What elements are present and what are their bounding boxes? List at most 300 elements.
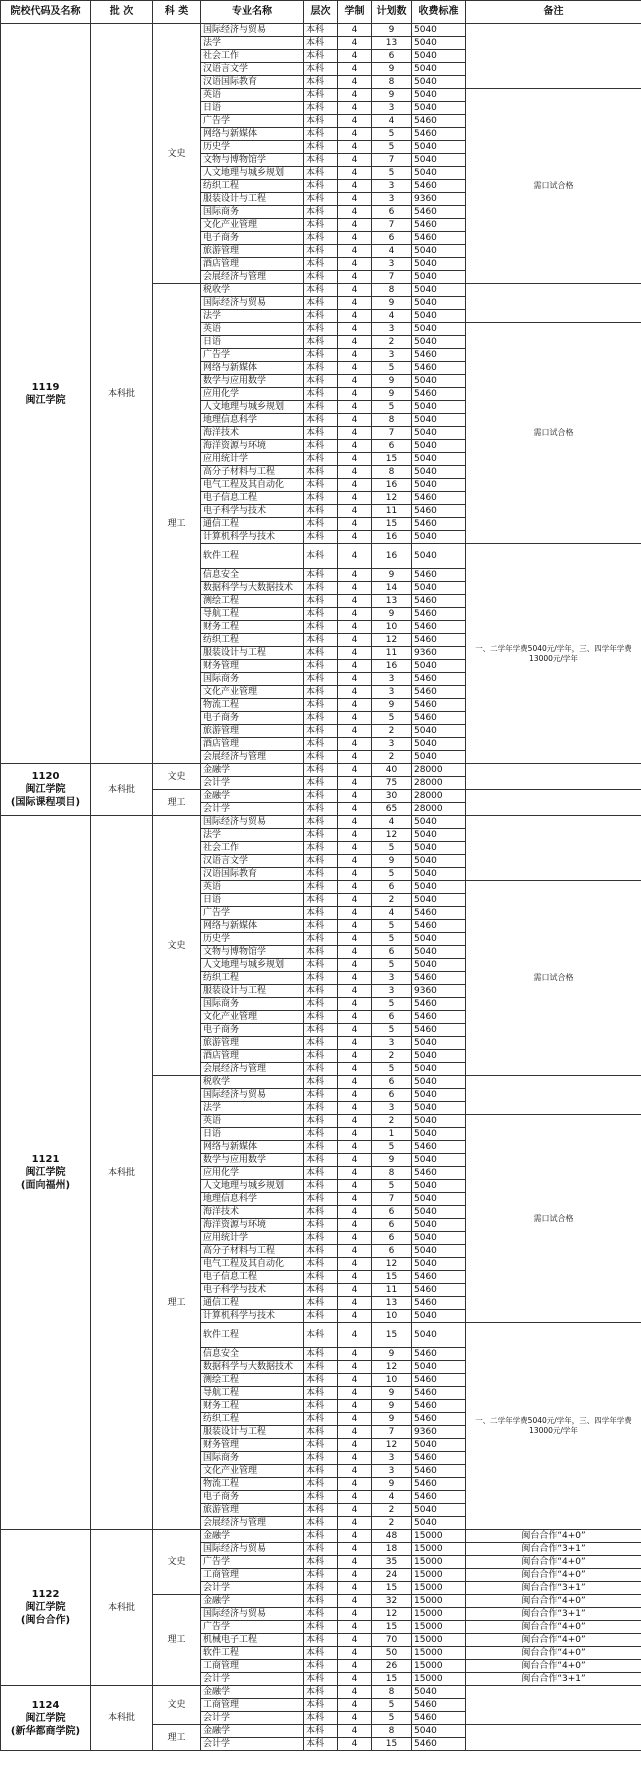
- level-cell: 本科: [304, 582, 338, 595]
- plan-cell: 8: [372, 76, 412, 89]
- major-cell: 人文地理与城乡规划: [201, 1180, 304, 1193]
- level-cell: 本科: [304, 660, 338, 673]
- major-cell: 国际经济与贸易: [201, 24, 304, 37]
- fee-cell: 5460: [412, 1452, 466, 1465]
- fee-cell: 5040: [412, 725, 466, 738]
- plan-cell: 9: [372, 1348, 412, 1361]
- major-cell: 法学: [201, 310, 304, 323]
- fee-cell: 5040: [412, 1076, 466, 1089]
- school-name: 闽江学院: [25, 1602, 66, 1613]
- table-row: [1, 816, 641, 829]
- major-cell: 地理信息科学: [201, 414, 304, 427]
- plan-cell: 3: [372, 673, 412, 686]
- plan-cell: 6: [372, 881, 412, 894]
- fee-cell: 5040: [412, 453, 466, 466]
- years-cell: 4: [338, 453, 372, 466]
- years-cell: 4: [338, 1232, 372, 1245]
- plan-cell: 5: [372, 1063, 412, 1076]
- fee-cell: 5040: [412, 336, 466, 349]
- years-cell: 4: [338, 1660, 372, 1673]
- level-cell: 本科: [304, 492, 338, 505]
- header-row: [1, 1, 641, 24]
- fee-cell: 5040: [412, 1504, 466, 1517]
- fee-cell: 15000: [412, 1556, 466, 1569]
- plan-cell: 5: [372, 1699, 412, 1712]
- years-cell: 4: [338, 1063, 372, 1076]
- years-cell: 4: [338, 518, 372, 531]
- plan-cell: 11: [372, 1284, 412, 1297]
- fee-cell: 5040: [412, 375, 466, 388]
- major-cell: 文化产业管理: [201, 686, 304, 699]
- fee-cell: 5040: [412, 1193, 466, 1206]
- table-row: [1, 1530, 641, 1543]
- fee-cell: 5040: [412, 946, 466, 959]
- plan-cell: 3: [372, 1452, 412, 1465]
- major-cell: 国际商务: [201, 206, 304, 219]
- years-cell: 4: [338, 1387, 372, 1400]
- major-cell: 信息安全: [201, 569, 304, 582]
- plan-cell: 6: [372, 946, 412, 959]
- batch-cell: 本科批: [91, 764, 153, 816]
- plan-cell: 65: [372, 803, 412, 816]
- note-cell: [466, 1076, 641, 1115]
- level-cell: 本科: [304, 362, 338, 375]
- major-cell: 纺织工程: [201, 634, 304, 647]
- fee-cell: 5040: [412, 816, 466, 829]
- years-cell: 4: [338, 686, 372, 699]
- years-cell: 4: [338, 76, 372, 89]
- plan-cell: 2: [372, 751, 412, 764]
- years-cell: 4: [338, 115, 372, 128]
- years-cell: 4: [338, 479, 372, 492]
- fee-cell: 5460: [412, 1413, 466, 1426]
- level-cell: 本科: [304, 167, 338, 180]
- note-cell: 闽台合作“3+1”: [466, 1543, 641, 1556]
- plan-cell: 50: [372, 1647, 412, 1660]
- level-cell: 本科: [304, 1102, 338, 1115]
- years-cell: 4: [338, 1634, 372, 1647]
- plan-cell: 13: [372, 1297, 412, 1310]
- major-cell: 会计学: [201, 1738, 304, 1751]
- plan-cell: 5: [372, 959, 412, 972]
- plan-cell: 2: [372, 894, 412, 907]
- plan-cell: 9: [372, 569, 412, 582]
- major-cell: 日语: [201, 336, 304, 349]
- level-cell: 本科: [304, 608, 338, 621]
- plan-cell: 18: [372, 1543, 412, 1556]
- major-cell: 物流工程: [201, 1478, 304, 1491]
- fee-cell: 5460: [412, 492, 466, 505]
- school-sub: (面向福州): [20, 1180, 71, 1191]
- major-cell: 服装设计与工程: [201, 647, 304, 660]
- years-cell: 4: [338, 1530, 372, 1543]
- school-code: 1119: [31, 381, 60, 393]
- level-cell: 本科: [304, 972, 338, 985]
- major-cell: 英语: [201, 881, 304, 894]
- note-cell: 闽台合作“4+0”: [466, 1621, 641, 1634]
- level-cell: 本科: [304, 1491, 338, 1504]
- level-cell: 本科: [304, 998, 338, 1011]
- level-cell: 本科: [304, 1141, 338, 1154]
- years-cell: 4: [338, 1193, 372, 1206]
- plan-cell: 5: [372, 998, 412, 1011]
- level-cell: 本科: [304, 349, 338, 362]
- major-cell: 旅游管理: [201, 725, 304, 738]
- level-cell: 本科: [304, 375, 338, 388]
- plan-cell: 5: [372, 842, 412, 855]
- level-cell: 本科: [304, 738, 338, 751]
- level-cell: 本科: [304, 816, 338, 829]
- header-note: 备注: [466, 1, 641, 24]
- level-cell: 本科: [304, 933, 338, 946]
- years-cell: 4: [338, 1465, 372, 1478]
- fee-cell: 5040: [412, 271, 466, 284]
- years-cell: 4: [338, 751, 372, 764]
- level-cell: 本科: [304, 1582, 338, 1595]
- major-cell: 金融学: [201, 790, 304, 803]
- years-cell: 4: [338, 738, 372, 751]
- major-cell: 数据科学与大数据技术: [201, 582, 304, 595]
- plan-cell: 11: [372, 505, 412, 518]
- fee-cell: 5040: [412, 310, 466, 323]
- major-cell: 酒店管理: [201, 1050, 304, 1063]
- years-cell: 4: [338, 297, 372, 310]
- fee-cell: 5040: [412, 1050, 466, 1063]
- major-cell: 国际商务: [201, 998, 304, 1011]
- major-cell: 计算机科学与技术: [201, 531, 304, 544]
- years-cell: 4: [338, 50, 372, 63]
- level-cell: 本科: [304, 453, 338, 466]
- major-cell: 网络与新媒体: [201, 128, 304, 141]
- plan-cell: 5: [372, 1180, 412, 1193]
- table-row: [1, 764, 641, 777]
- level-cell: 本科: [304, 115, 338, 128]
- fee-cell: 5460: [412, 920, 466, 933]
- school-name: 闽江学院: [25, 394, 66, 406]
- fee-cell: 5040: [412, 544, 466, 569]
- years-cell: 4: [338, 427, 372, 440]
- fee-cell: 15000: [412, 1660, 466, 1673]
- level-cell: 本科: [304, 686, 338, 699]
- major-cell: 会展经济与管理: [201, 751, 304, 764]
- level-cell: 本科: [304, 141, 338, 154]
- major-cell: 金融学: [201, 764, 304, 777]
- fee-cell: 5040: [412, 894, 466, 907]
- fee-cell: 5040: [412, 76, 466, 89]
- fee-cell: 5040: [412, 1232, 466, 1245]
- fee-cell: 5460: [412, 1024, 466, 1037]
- major-cell: 日语: [201, 894, 304, 907]
- fee-cell: 5460: [412, 505, 466, 518]
- fee-cell: 5460: [412, 219, 466, 232]
- school-sub: (新华都商学院): [10, 1725, 81, 1737]
- fee-cell: 9360: [412, 647, 466, 660]
- major-cell: 国际经济与贸易: [201, 297, 304, 310]
- plan-cell: 3: [372, 1037, 412, 1050]
- fee-cell: 5040: [412, 258, 466, 271]
- plan-cell: 30: [372, 790, 412, 803]
- fee-cell: 5460: [412, 998, 466, 1011]
- plan-cell: 8: [372, 1167, 412, 1180]
- fee-cell: 5040: [412, 855, 466, 868]
- years-cell: 4: [338, 660, 372, 673]
- fee-cell: 5460: [412, 1011, 466, 1024]
- plan-cell: 12: [372, 1361, 412, 1374]
- plan-cell: 4: [372, 1491, 412, 1504]
- plan-cell: 6: [372, 440, 412, 453]
- level-cell: 本科: [304, 829, 338, 842]
- note-cell: 闽台合作“4+0”: [466, 1569, 641, 1582]
- plan-cell: 15: [372, 1323, 412, 1348]
- plan-cell: 3: [372, 323, 412, 336]
- major-cell: 汉语国际教育: [201, 76, 304, 89]
- fee-cell: 5040: [412, 102, 466, 115]
- fee-cell: 9360: [412, 1426, 466, 1439]
- plan-cell: 5: [372, 712, 412, 725]
- fee-cell: 5460: [412, 1271, 466, 1284]
- years-cell: 4: [338, 1037, 372, 1050]
- years-cell: 4: [338, 141, 372, 154]
- years-cell: 4: [338, 1323, 372, 1348]
- years-cell: 4: [338, 414, 372, 427]
- fee-cell: 5040: [412, 323, 466, 336]
- category-cell: 文史: [153, 24, 201, 284]
- fee-cell: 9360: [412, 193, 466, 206]
- fee-cell: 5040: [412, 842, 466, 855]
- note-cell: 一、二学年学费5040元/学年，三、四学年学费13000元/学年: [466, 1323, 641, 1530]
- table-body: [1, 24, 641, 1751]
- level-cell: 本科: [304, 1478, 338, 1491]
- plan-cell: 9: [372, 297, 412, 310]
- level-cell: 本科: [304, 1452, 338, 1465]
- level-cell: 本科: [304, 128, 338, 141]
- fee-cell: 5040: [412, 1725, 466, 1738]
- plan-cell: 5: [372, 868, 412, 881]
- fee-cell: 5460: [412, 712, 466, 725]
- years-cell: 4: [338, 829, 372, 842]
- school-cell: [1, 1530, 91, 1686]
- years-cell: 4: [338, 1219, 372, 1232]
- major-cell: 应用统计学: [201, 453, 304, 466]
- fee-cell: 15000: [412, 1647, 466, 1660]
- level-cell: 本科: [304, 401, 338, 414]
- fee-cell: 5040: [412, 1310, 466, 1323]
- level-cell: 本科: [304, 803, 338, 816]
- years-cell: 4: [338, 894, 372, 907]
- years-cell: 4: [338, 1258, 372, 1271]
- years-cell: 4: [338, 868, 372, 881]
- plan-cell: 8: [372, 1725, 412, 1738]
- level-cell: 本科: [304, 777, 338, 790]
- years-cell: 4: [338, 167, 372, 180]
- plan-cell: 3: [372, 972, 412, 985]
- level-cell: 本科: [304, 1686, 338, 1699]
- plan-cell: 12: [372, 1608, 412, 1621]
- level-cell: 本科: [304, 881, 338, 894]
- level-cell: 本科: [304, 1361, 338, 1374]
- years-cell: 4: [338, 1595, 372, 1608]
- level-cell: 本科: [304, 1063, 338, 1076]
- major-cell: 财务管理: [201, 660, 304, 673]
- category-cell: 理工: [153, 1595, 201, 1686]
- major-cell: 地理信息科学: [201, 1193, 304, 1206]
- level-cell: 本科: [304, 1076, 338, 1089]
- years-cell: 4: [338, 1504, 372, 1517]
- years-cell: 4: [338, 401, 372, 414]
- level-cell: 本科: [304, 946, 338, 959]
- major-cell: 文化产业管理: [201, 219, 304, 232]
- years-cell: 4: [338, 440, 372, 453]
- years-cell: 4: [338, 206, 372, 219]
- major-cell: 人文地理与城乡规划: [201, 167, 304, 180]
- years-cell: 4: [338, 544, 372, 569]
- level-cell: 本科: [304, 258, 338, 271]
- plan-cell: 10: [372, 1310, 412, 1323]
- level-cell: 本科: [304, 310, 338, 323]
- fee-cell: 15000: [412, 1569, 466, 1582]
- plan-cell: 9: [372, 89, 412, 102]
- fee-cell: 5040: [412, 1206, 466, 1219]
- fee-cell: 5040: [412, 401, 466, 414]
- level-cell: 本科: [304, 634, 338, 647]
- batch-cell: 本科批: [91, 1686, 153, 1751]
- major-cell: 电子信息工程: [201, 1271, 304, 1284]
- level-cell: 本科: [304, 284, 338, 297]
- fee-cell: 28000: [412, 803, 466, 816]
- level-cell: 本科: [304, 1465, 338, 1478]
- fee-cell: 5460: [412, 1167, 466, 1180]
- years-cell: 4: [338, 388, 372, 401]
- major-cell: 历史学: [201, 933, 304, 946]
- major-cell: 广告学: [201, 349, 304, 362]
- plan-cell: 12: [372, 1439, 412, 1452]
- fee-cell: 5460: [412, 673, 466, 686]
- fee-cell: 5040: [412, 1037, 466, 1050]
- fee-cell: 5040: [412, 1517, 466, 1530]
- major-cell: 文物与博物馆学: [201, 946, 304, 959]
- years-cell: 4: [338, 1478, 372, 1491]
- plan-cell: 13: [372, 37, 412, 50]
- level-cell: 本科: [304, 1115, 338, 1128]
- fee-cell: 5460: [412, 1387, 466, 1400]
- fee-cell: 5040: [412, 50, 466, 63]
- plan-cell: 9: [372, 699, 412, 712]
- fee-cell: 5040: [412, 582, 466, 595]
- level-cell: 本科: [304, 232, 338, 245]
- fee-cell: 5460: [412, 621, 466, 634]
- years-cell: 4: [338, 1569, 372, 1582]
- years-cell: 4: [338, 959, 372, 972]
- level-cell: 本科: [304, 712, 338, 725]
- fee-cell: 5040: [412, 297, 466, 310]
- fee-cell: 15000: [412, 1634, 466, 1647]
- fee-cell: 5460: [412, 595, 466, 608]
- plan-cell: 40: [372, 764, 412, 777]
- years-cell: 4: [338, 998, 372, 1011]
- major-cell: 电气工程及其自动化: [201, 1258, 304, 1271]
- fee-cell: 5460: [412, 608, 466, 621]
- level-cell: 本科: [304, 1154, 338, 1167]
- major-cell: 信息安全: [201, 1348, 304, 1361]
- fee-cell: 5040: [412, 37, 466, 50]
- major-cell: 汉语言文学: [201, 63, 304, 76]
- plan-cell: 75: [372, 777, 412, 790]
- plan-cell: 3: [372, 1465, 412, 1478]
- note-cell: 需口试合格: [466, 1115, 641, 1323]
- years-cell: 4: [338, 1699, 372, 1712]
- level-cell: 本科: [304, 699, 338, 712]
- header-level: 层次: [304, 1, 338, 24]
- plan-cell: 6: [372, 1089, 412, 1102]
- major-cell: 酒店管理: [201, 738, 304, 751]
- major-cell: 电子信息工程: [201, 492, 304, 505]
- years-cell: 4: [338, 336, 372, 349]
- fee-cell: 5040: [412, 479, 466, 492]
- fee-cell: 5460: [412, 1699, 466, 1712]
- level-cell: 本科: [304, 764, 338, 777]
- school-name: 闽江学院: [25, 1167, 66, 1178]
- major-cell: 计算机科学与技术: [201, 1310, 304, 1323]
- plan-cell: 15: [372, 1738, 412, 1751]
- school-code: 1121: [31, 1154, 60, 1165]
- years-cell: 4: [338, 1348, 372, 1361]
- years-cell: 4: [338, 1180, 372, 1193]
- plan-cell: 9: [372, 388, 412, 401]
- level-cell: 本科: [304, 985, 338, 998]
- years-cell: 4: [338, 634, 372, 647]
- major-cell: 汉语国际教育: [201, 868, 304, 881]
- level-cell: 本科: [304, 1167, 338, 1180]
- fee-cell: 5040: [412, 466, 466, 479]
- plan-cell: 48: [372, 1530, 412, 1543]
- fee-cell: 5460: [412, 1284, 466, 1297]
- plan-cell: 9: [372, 24, 412, 37]
- level-cell: 本科: [304, 24, 338, 37]
- level-cell: 本科: [304, 1232, 338, 1245]
- plan-cell: 3: [372, 349, 412, 362]
- note-cell: [466, 24, 641, 89]
- plan-cell: 6: [372, 1076, 412, 1089]
- school-cell: [1, 1686, 91, 1751]
- major-cell: 应用化学: [201, 388, 304, 401]
- table-row: [1, 24, 641, 37]
- major-cell: 会计学: [201, 777, 304, 790]
- school-sub: (国际课程项目): [10, 797, 81, 808]
- level-cell: 本科: [304, 1011, 338, 1024]
- note-cell: [466, 816, 641, 881]
- major-cell: 国际经济与贸易: [201, 816, 304, 829]
- plan-cell: 3: [372, 985, 412, 998]
- major-cell: 国际经济与贸易: [201, 1543, 304, 1556]
- note-cell: [466, 284, 641, 323]
- level-cell: 本科: [304, 1660, 338, 1673]
- fee-cell: 5040: [412, 24, 466, 37]
- level-cell: 本科: [304, 1504, 338, 1517]
- plan-cell: 5: [372, 401, 412, 414]
- years-cell: 4: [338, 1102, 372, 1115]
- major-cell: 会计学: [201, 1673, 304, 1686]
- major-cell: 广告学: [201, 1556, 304, 1569]
- level-cell: 本科: [304, 1400, 338, 1413]
- plan-cell: 9: [372, 1478, 412, 1491]
- fee-cell: 5460: [412, 388, 466, 401]
- level-cell: 本科: [304, 1595, 338, 1608]
- plan-cell: 4: [372, 245, 412, 258]
- plan-cell: 6: [372, 232, 412, 245]
- plan-cell: 1: [372, 1128, 412, 1141]
- years-cell: 4: [338, 466, 372, 479]
- major-cell: 电子科学与技术: [201, 505, 304, 518]
